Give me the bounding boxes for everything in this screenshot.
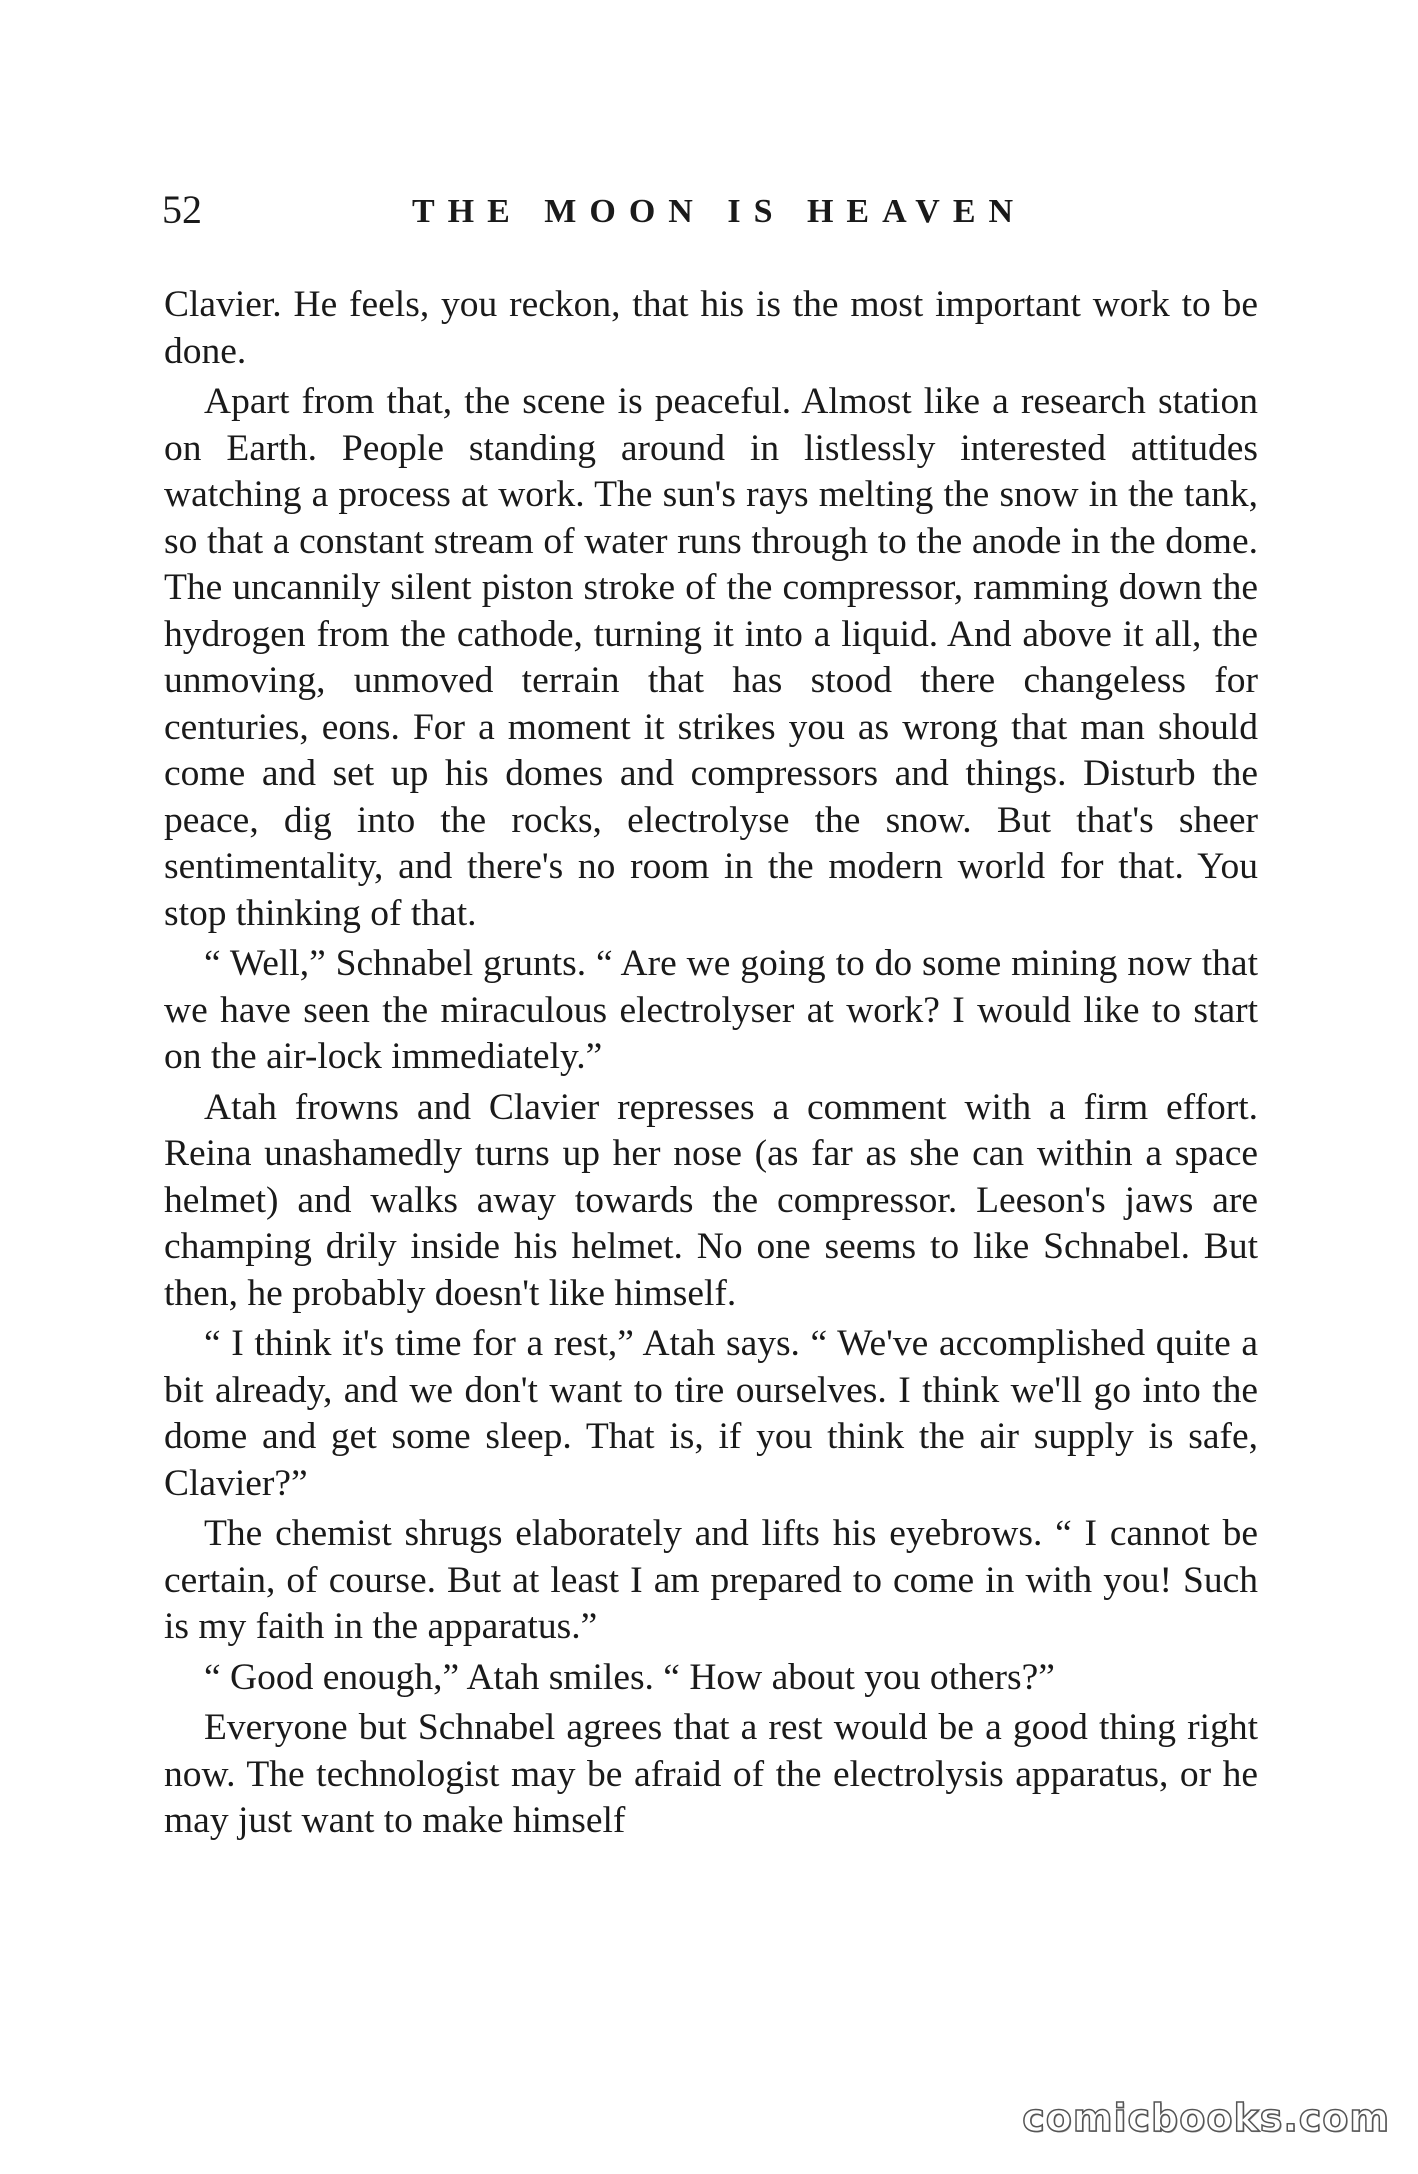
paragraph: Apart from that, the scene is peaceful. Almost like a research station on Earth. People standing around in listlessly interested attitudes watching a process at work. The sun's rays melting the snow in the tank, so that a constant stream of water runs through to the anode in the dome. The uncannily silent piston stroke of the compressor, ramming down the hydrogen from the cathode, turning it into a liquid. And above it all, the unmoving, unmoved terrain that has stood there changeless for centuries, eons. For a moment it strikes you as wrong that man should come and set up his domes and compressors and things. Disturb the peace, dig into the rocks, electrolyse the snow. But that's sheer sentimentality, and there's no room in the modern world for that. You stop thinking of that. — [164, 381, 1258, 934]
page-header — [162, 186, 1262, 246]
page-number: 52 — [162, 187, 202, 232]
paragraph: Atah frowns and Clavier represses a comment with a firm effort. Reina unashamedly turns up her nose (as far as she can within a space helmet) and walks away towards the compressor. Leeson's jaws are champing drily inside his helmet. No one seems to like Schnabel. But then, he probably doesn't like himself. — [164, 1086, 1258, 1314]
paragraph: “ I think it's time for a rest,” Atah says. “ We've accomplished quite a bit already, and we don't want to tire ourselves. I think we'll go into the dome and get some sleep. That is, if you think the air supply is safe, Clavier?” — [164, 1323, 1258, 1504]
paragraph: The chemist shrugs elaborately and lifts his eyebrows. “ I cannot be certain, of course. But at least I am prepared to come in with you! Such is my faith in the apparatus.” — [164, 1513, 1258, 1647]
running-head: THE MOON IS HEAVEN — [412, 193, 1027, 230]
paragraph: “ Well,” Schnabel grunts. “ Are we going to do some mining now that we have seen the miraculous electrolyser at work? I would like to start on the air-lock immediately.” — [164, 943, 1258, 1077]
body-text — [164, 282, 1258, 1849]
paragraph: Clavier. He feels, you reckon, that his is the most important work to be done. — [164, 284, 1258, 372]
paragraph: Everyone but Schnabel agrees that a rest would be a good thing right now. The technologist may be afraid of the electrolysis apparatus, or he may just want to make himself — [164, 1707, 1258, 1841]
paragraph: “ Good enough,” Atah smiles. “ How about you others?” — [204, 1656, 1055, 1698]
watermark-logo: comicbooks.com — [1022, 2096, 1390, 2140]
